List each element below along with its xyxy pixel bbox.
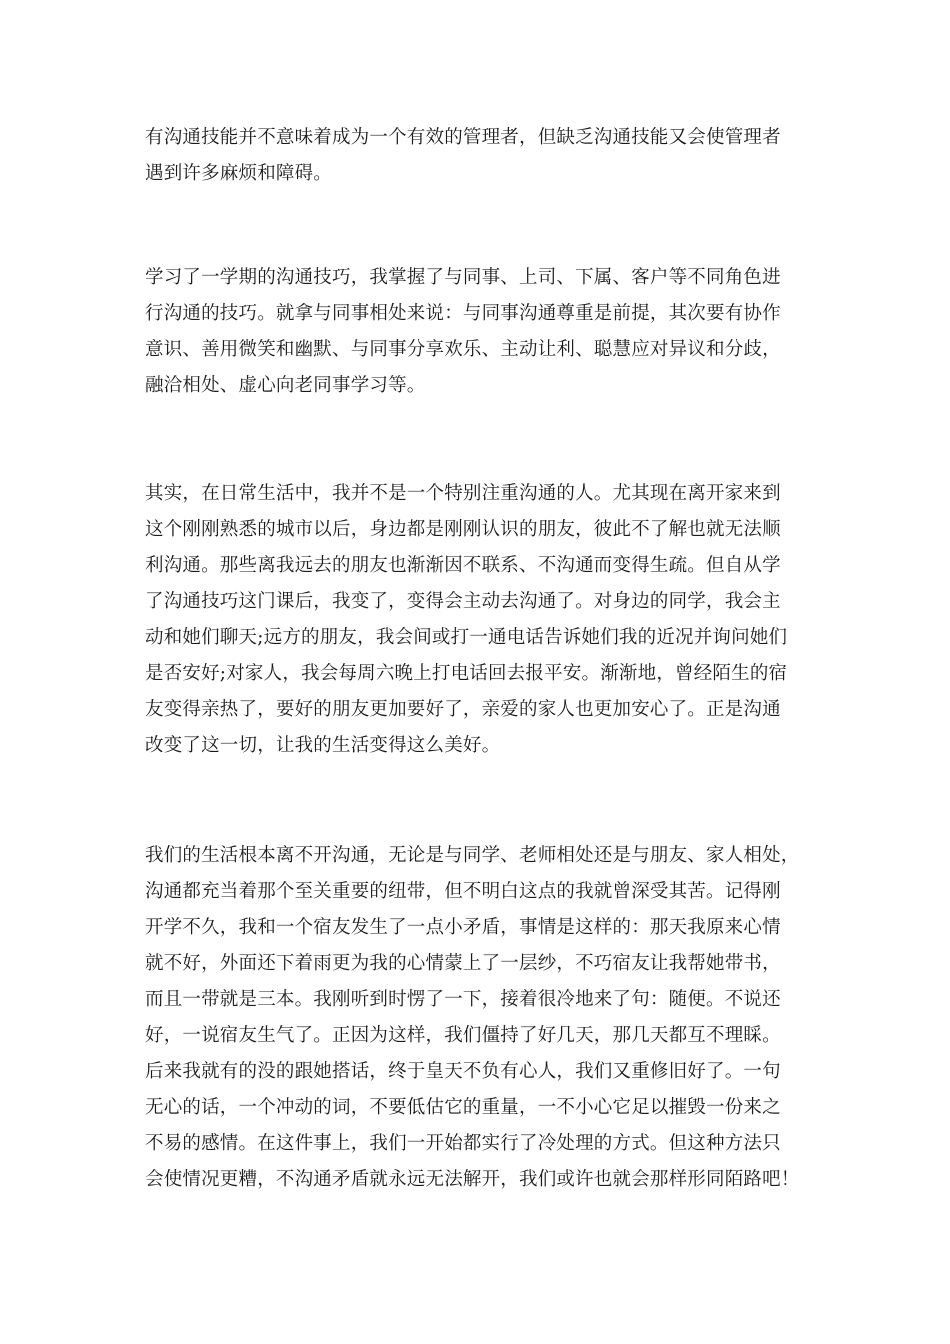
- text-line: 行沟通的技巧。就拿与同事相处来说：与同事沟通尊重是前提，其次要有协作: [145, 303, 781, 324]
- text-line: 不易的感情。在这件事上，我们一开始都实行了冷处理的方式。但这种方法只: [145, 1133, 781, 1154]
- text-line: 遇到许多麻烦和障碍。: [145, 163, 333, 184]
- text-line: 意识、善用微笑和幽默、与同事分享欢乐、主动让利、聪慧应对异议和分歧，: [145, 339, 781, 360]
- text-line: 我们的生活根本离不开沟通，无论是与同学、老师相处还是与朋友、家人相处，: [145, 845, 800, 866]
- text-line: 是否安好;对家人，我会每周六晚上打电话回去报平安。渐渐地，曾经陌生的宿: [145, 663, 788, 684]
- text-line: 而且一带就是三本。我刚听到时愣了一下，接着很冷地来了句：随便。不说还: [145, 989, 781, 1010]
- text-line: 有沟通技能并不意味着成为一个有效的管理者，但缺乏沟通技能又会使管理者: [145, 127, 781, 148]
- text-line: 就不好，外面还下着雨更为我的心情蒙上了一层纱，不巧宿友让我帮她带书，: [145, 953, 781, 974]
- text-line: 开学不久，我和一个宿友发生了一点小矛盾，事情是这样的：那天我原来心情: [145, 917, 781, 938]
- paragraph-3: [145, 476, 825, 764]
- text-line: 会使情况更糟，不沟通矛盾就永远无法解开，我们或许也就会那样形同陌路吧！: [145, 1169, 800, 1190]
- text-line: 沟通都充当着那个至关重要的纽带，但不明白这点的我就曾深受其苦。记得刚: [145, 881, 781, 902]
- text-line: 动和她们聊天;远方的朋友，我会间或打一通电话告诉她们我的近况并询问她们: [145, 627, 788, 648]
- text-line: 其实，在日常生活中，我并不是一个特别注重沟通的人。尤其现在离开家来到: [145, 483, 781, 504]
- text-line: 融洽相处、虚心向老同事学习等。: [145, 375, 426, 396]
- text-line: 友变得亲热了，要好的朋友更加要好了，亲爱的家人也更加安心了。正是沟通: [145, 699, 781, 720]
- text-line: 了沟通技巧这门课后，我变了，变得会主动去沟通了。对身边的同学，我会主: [145, 591, 781, 612]
- text-line: 这个刚刚熟悉的城市以后，身边都是刚刚认识的朋友，彼此不了解也就无法顺: [145, 519, 781, 540]
- text-line: 学习了一学期的沟通技巧，我掌握了与同事、上司、下属、客户等不同角色进: [145, 267, 781, 288]
- text-line: 后来我就有的没的跟她搭话，终于皇天不负有心人，我们又重修旧好了。一句: [145, 1061, 781, 1082]
- paragraph-4: [145, 838, 825, 1198]
- paragraph-1: [145, 120, 825, 192]
- text-line: 无心的话，一个冲动的词，不要低估它的重量，一不小心它足以摧毁一份来之: [145, 1097, 781, 1118]
- paragraph-2: [145, 260, 825, 404]
- text-line: 利沟通。那些离我远去的朋友也渐渐因不联系、不沟通而变得生疏。但自从学: [145, 555, 781, 576]
- text-line: 改变了这一切，让我的生活变得这么美好。: [145, 735, 501, 756]
- text-line: 好，一说宿友生气了。正因为这样，我们僵持了好几天，那几天都互不理睬。: [145, 1025, 781, 1046]
